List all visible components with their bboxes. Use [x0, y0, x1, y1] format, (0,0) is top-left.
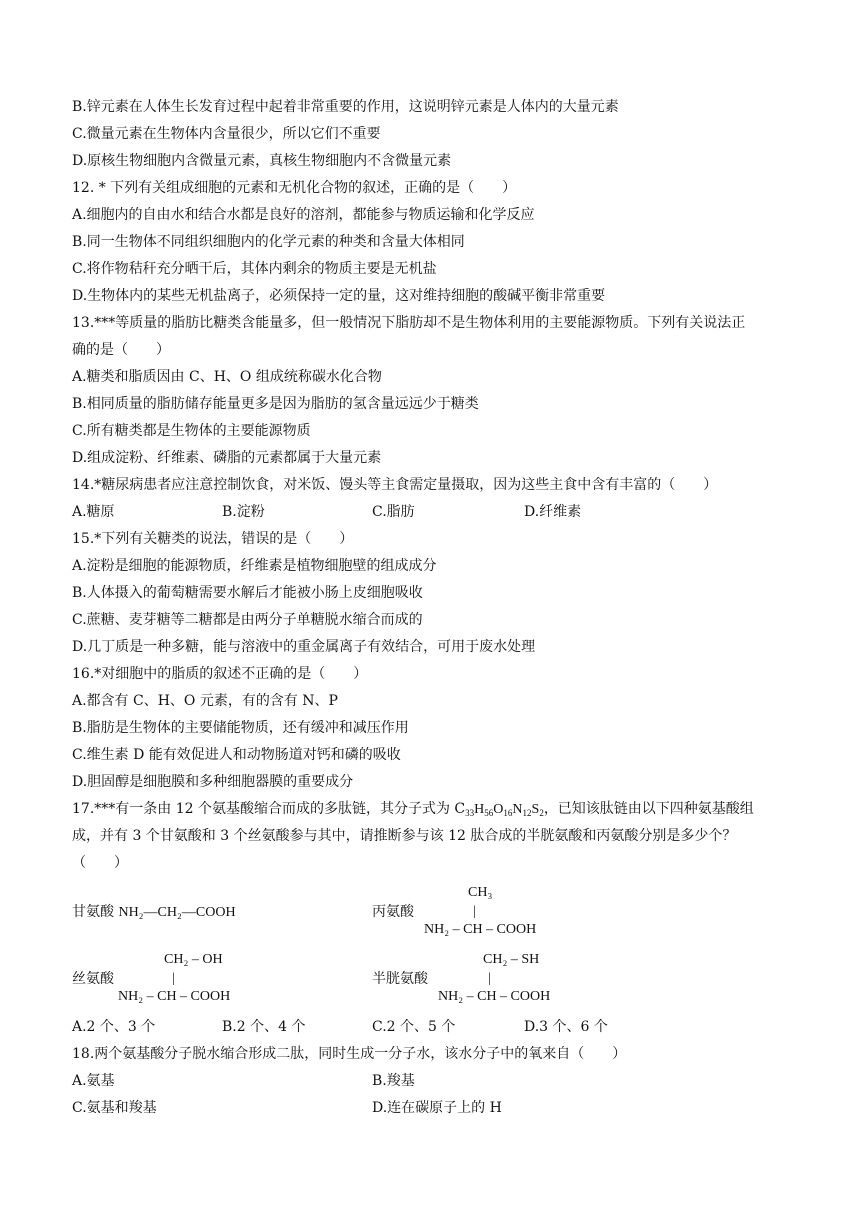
q18-option-a: A.氨基: [72, 1073, 115, 1089]
alanine-name: 丙氨酸: [372, 904, 414, 920]
alanine-backbone: NH₂ – CH – COOH: [424, 922, 537, 937]
q18-stem: 18.两个氨基酸分子脱水缩合形成二肽，同时生成一分子水，该水分子中的氧来自（ ）: [72, 1046, 627, 1062]
molecular-formula: $_{33}H_{56}O_{16}N_{12}S_2$: [465, 802, 544, 818]
q13-option-c: C.所有糖类都是生物体的主要能源物质: [72, 423, 311, 439]
q15-option-c: C.蔗糖、麦芽糖等二糖都是由两分子单糖脱水缩合而成的: [72, 612, 423, 628]
q13-option-b: B.相同质量的脂肪储存能量更多是因为脂肪的氢含量远远少于糖类: [72, 396, 479, 412]
q13-stem-line1: 13.***等质量的脂肪比糖类含能量多，但一般情况下脂肪却不是生物体利用的主要能源物质。下列有关说法正: [72, 315, 746, 331]
alanine-side-chain: CH₃: [468, 885, 493, 900]
q16-option-d: D.胆固醇是细胞膜和多种细胞器膜的重要成分: [72, 774, 354, 790]
q15-option-b: B.人体摄入的葡萄糖需要水解后才能被小肠上皮细胞吸收: [72, 585, 423, 601]
q13-option-d: D.组成淀粉、纤维素、磷脂的元素都属于大量元素: [72, 450, 382, 466]
q11-option-d: D.原核生物细胞内含微量元素，真核生物细胞内不含微量元素: [72, 153, 452, 169]
q14-option-d: D.纤维素: [524, 504, 582, 520]
q15-stem: 15.*下列有关糖类的说法，错误的是（ ）: [72, 531, 354, 547]
q12-option-c: C.将作物秸秆充分晒干后，其体内剩余的物质主要是无机盐: [72, 261, 437, 277]
cysteine-bond: |: [488, 971, 491, 986]
q17-option-c: C.2 个、5 个: [372, 1019, 456, 1035]
q16-option-b: B.脂肪是生物体的主要储能物质，还有缓冲和减压作用: [72, 720, 409, 736]
glycine-formula: NH₂—CH₂—COOH: [118, 905, 236, 920]
serine-side-chain: CH₂ – OH: [164, 952, 223, 967]
q16-stem: 16.*对细胞中的脂质的叙述不正确的是（ ）: [72, 666, 368, 682]
serine-backbone: NH₂ – CH – COOH: [118, 989, 231, 1004]
q11-option-b: B.锌元素在人体生长发育过程中起着非常重要的作用，这说明锌元素是人体内的大量元素: [72, 99, 619, 115]
q17-stem-line1: [72, 800, 754, 819]
serine-bond: |: [172, 971, 175, 986]
q15-option-d: D.几丁质是一种多糖，能与溶液中的重金属离子有效结合，可用于废水处理: [72, 639, 536, 655]
q17-stem-line3: （ ）: [72, 855, 128, 871]
glycine-name: 甘氨酸: [72, 904, 114, 920]
q15-option-a: A.淀粉是细胞的能源物质，纤维素是植物细胞壁的组成成分: [72, 558, 437, 574]
q16-option-c: C.维生素 D 能有效促进人和动物肠道对钙和磷的吸收: [72, 747, 401, 763]
q16-option-a: A.都含有 C、H、O 元素，有的含有 N、P: [72, 693, 338, 709]
alanine-bond: |: [473, 904, 476, 919]
cysteine-backbone: NH₂ – CH – COOH: [438, 989, 551, 1004]
q17-option-d: D.3 个、6 个: [524, 1019, 608, 1035]
q18-option-d: D.连在碳原子上的 H: [372, 1100, 502, 1116]
q12-option-b: B.同一生物体不同组织细胞内的化学元素的种类和含量大体相同: [72, 234, 465, 250]
q12-option-d: D.生物体内的某些无机盐离子，必须保持一定的量，这对维持细胞的酸碱平衡非常重要: [72, 288, 606, 304]
glycine-label: [72, 903, 236, 922]
q17-option-a: A.2 个、3 个: [72, 1019, 156, 1035]
q17-stem-line2: 成，并有 3 个甘氨酸和 3 个丝氨酸参与其中，请推断参与该 12 肽合成的半胱氨酸和丙氨酸分别是多少个？: [72, 828, 737, 844]
q14-option-a: A.糖原: [72, 504, 115, 520]
q17-option-b: B.2 个、4 个: [222, 1019, 306, 1035]
q13-option-a: A.糖类和脂质因由 C、H、O 组成统称碳水化合物: [72, 369, 382, 385]
q12-option-a: A.细胞内的自由水和结合水都是良好的溶剂，都能参与物质运输和化学反应: [72, 207, 535, 223]
q11-option-c: C.微量元素在生物体内含量很少，所以它们不重要: [72, 126, 381, 142]
cysteine-side-chain: CH₂ – SH: [483, 952, 540, 967]
q13-stem-line2: 确的是（ ）: [72, 342, 170, 358]
cysteine-name: 半胱氨酸: [372, 971, 428, 987]
serine-name: 丝氨酸: [72, 971, 114, 987]
q14-stem: 14.*糖尿病患者应注意控制饮食，对米饭、馒头等主食需定量摄取，因为这些主食中含有丰富的（ ）: [72, 477, 718, 493]
q14-option-b: B.淀粉: [222, 504, 265, 520]
q18-option-b: B.羧基: [372, 1073, 415, 1089]
q18-option-c: C.氨基和羧基: [72, 1100, 157, 1116]
q17-stem-post: ，已知该肽链由以下四种氨基酸组: [543, 801, 754, 817]
q14-option-c: C.脂肪: [372, 504, 415, 520]
q12-stem: 12. * 下列有关组成细胞的元素和无机化合物的叙述，正确的是（ ）: [72, 180, 517, 196]
q17-stem-pre: 17.***有一条由 12 个氨基酸缩合而成的多肽链，其分子式为 C: [72, 801, 466, 817]
